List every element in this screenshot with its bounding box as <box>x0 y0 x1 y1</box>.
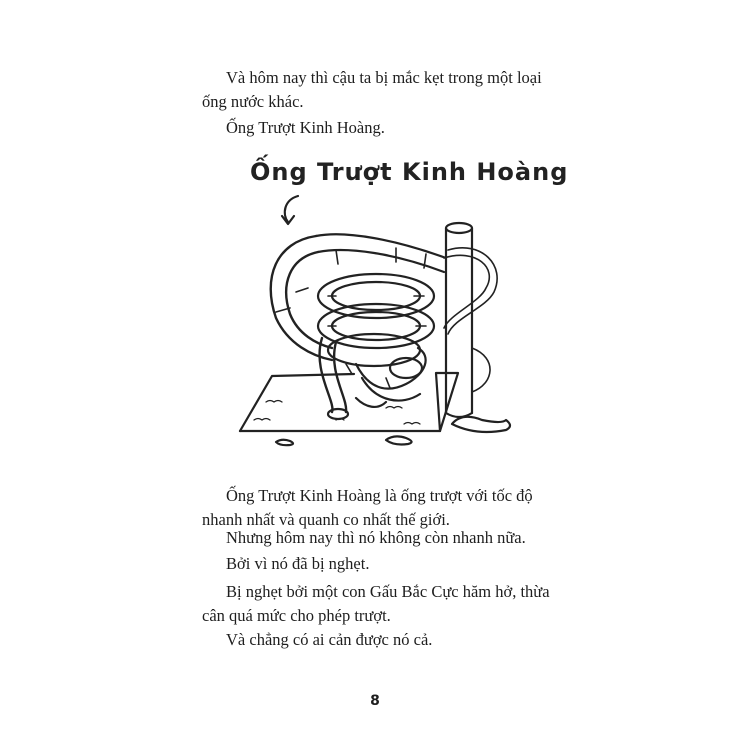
paragraph-2: Ống Trượt Kinh Hoàng. <box>226 118 385 137</box>
illustration-title: Ống Trượt Kinh Hoàng <box>250 158 569 186</box>
paragraph-1: Và hôm nay thì cậu ta bị mắc kẹt trong một loại ống nước khác. <box>202 68 542 111</box>
water-slide-illustration <box>236 188 526 450</box>
paragraph-6: Bị nghẹt bởi một con Gấu Bắc Cực hăm hở, thừa cân quá mức cho phép trượt. <box>202 582 550 625</box>
page-number: 8 <box>370 693 380 709</box>
paragraph-5: Bởi vì nó đã bị nghẹt. <box>226 554 370 573</box>
paragraph-4: Nhưng hôm nay thì nó không còn nhanh nữa. <box>226 528 526 547</box>
paragraph-3: Ống Trượt Kinh Hoàng là ống trượt với tốc độ nhanh nhất và quanh co nhất thế giới. <box>202 486 533 529</box>
paragraph-7: Và chẳng có ai cản được nó cả. <box>226 630 433 649</box>
